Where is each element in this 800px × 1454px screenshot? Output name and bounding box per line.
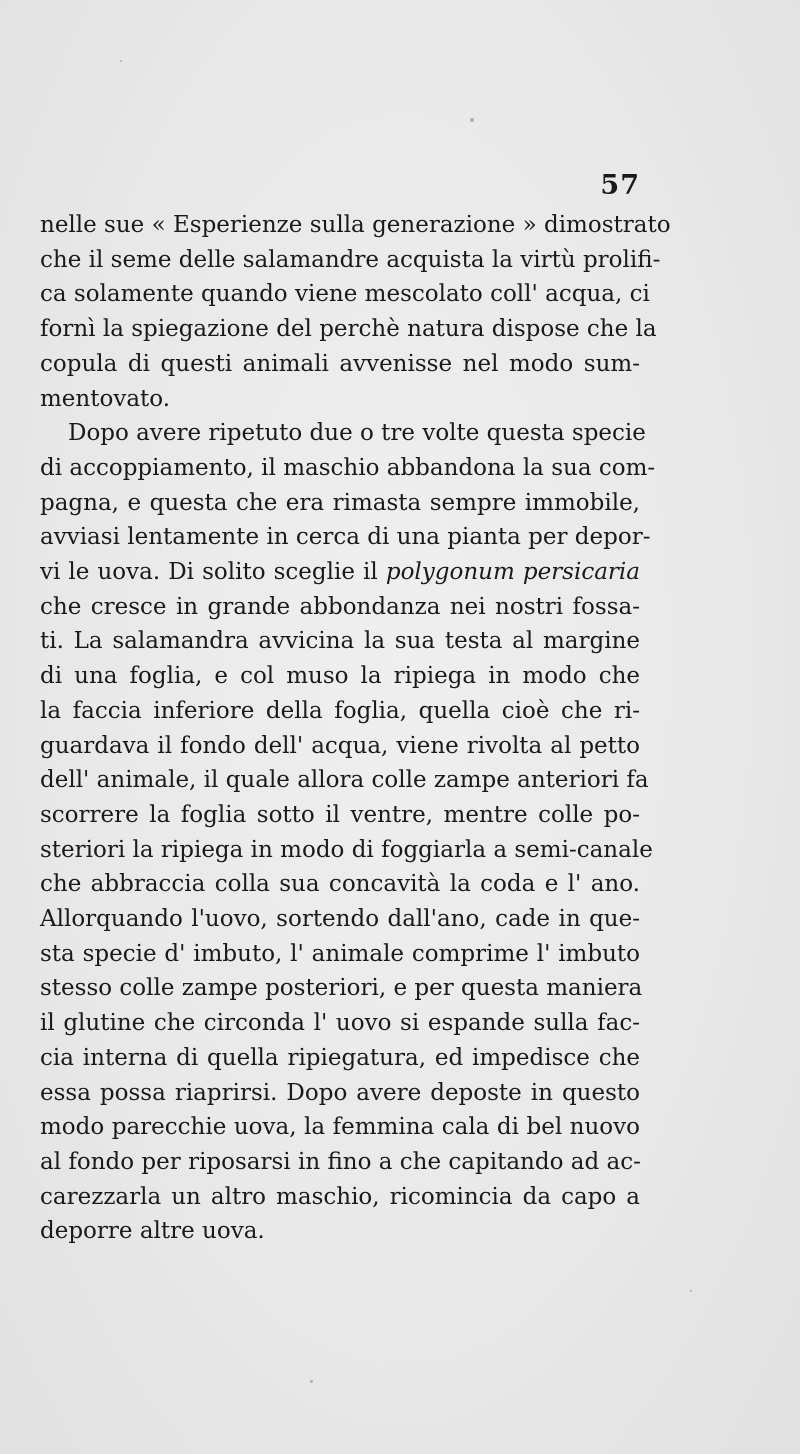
- text-line: stesso colle zampe posteriori, e per questa maniera: [40, 975, 643, 1002]
- text-line: scorrere la foglia sotto il ventre, mentre colle po-: [40, 801, 640, 828]
- text-line: carezzarla un altro maschio, ricomincia da capo a: [40, 1183, 640, 1210]
- paragraph-2: [40, 416, 656, 1249]
- text-line: al fondo per riposarsi in fino a che capitando ad ac-: [40, 1148, 641, 1175]
- text-line: di una foglia, e col muso la ripiega in modo che: [40, 663, 640, 690]
- text-line: Allorquando l'uovo, sortendo dall'ano, cade in que-: [40, 906, 640, 933]
- text-line: sta specie d' imbuto, l' animale comprime l' imbuto: [40, 940, 640, 967]
- text-line: ca solamente quando viene mescolato coll' acqua, ci: [40, 281, 650, 308]
- text-line: Dopo avere ripetuto due o tre volte questa specie: [68, 420, 646, 447]
- text-line: di accoppiamento, il maschio abbandona la sua com-: [40, 454, 656, 481]
- text-line: fornì la spiegazione del perchè natura dispose che la: [40, 316, 657, 343]
- text-line: che abbraccia colla sua concavità la coda e l' ano.: [40, 871, 640, 898]
- text-line: nelle sue « Esperienze sulla generazione » dimostrato: [40, 212, 671, 238]
- page-number: 57: [600, 170, 640, 201]
- text-line: cia interna di quella ripiegatura, ed impedisce che: [40, 1044, 640, 1071]
- paper-speck: [470, 118, 474, 122]
- paragraph-1: [40, 208, 671, 416]
- species-name-italic: polygonum persicaria: [385, 559, 640, 586]
- text-line: la faccia inferiore della foglia, quella cioè che ri-: [40, 697, 640, 724]
- text-line: modo parecchie uova, la femmina cala di bel nuovo: [40, 1114, 640, 1141]
- text-line: essa possa riaprirsi. Dopo avere deposte in questo: [40, 1079, 640, 1106]
- paper-speck: [690, 1290, 692, 1292]
- text-line: mentovato.: [40, 385, 171, 412]
- paper-speck: [310, 1380, 313, 1383]
- text-line: dell' animale, il quale allora colle zampe anteriori fa: [40, 767, 649, 794]
- text-line: guardava il fondo dell' acqua, viene rivolta al petto: [40, 732, 640, 759]
- text-line: avviasi lentamente in cerca di una pianta per depor-: [40, 524, 651, 551]
- text-line: che il seme delle salamandre acquista la virtù prolifi-: [40, 246, 661, 273]
- text-line: il glutine che circonda l' uovo si espande sulla fac-: [40, 1010, 640, 1037]
- body-text: [40, 208, 671, 1249]
- paper-speck: [120, 60, 122, 62]
- text-line: copula di questi animali avvenisse nel modo sum-: [40, 350, 640, 377]
- text-line: pagna, e questa che era rimasta sempre immobile,: [40, 489, 640, 516]
- text-line-with-italic: [40, 555, 640, 590]
- text-line: che cresce in grande abbondanza nei nostri fossa-: [40, 593, 640, 620]
- text-line: steriori la ripiega in modo di foggiarla a semi-canale: [40, 836, 653, 863]
- text-line: ti. La salamandra avvicina la sua testa al margine: [40, 628, 640, 655]
- text-line: deporre altre uova.: [40, 1218, 265, 1245]
- text-fragment: vi le uova. Di solito sceglie il: [40, 559, 386, 586]
